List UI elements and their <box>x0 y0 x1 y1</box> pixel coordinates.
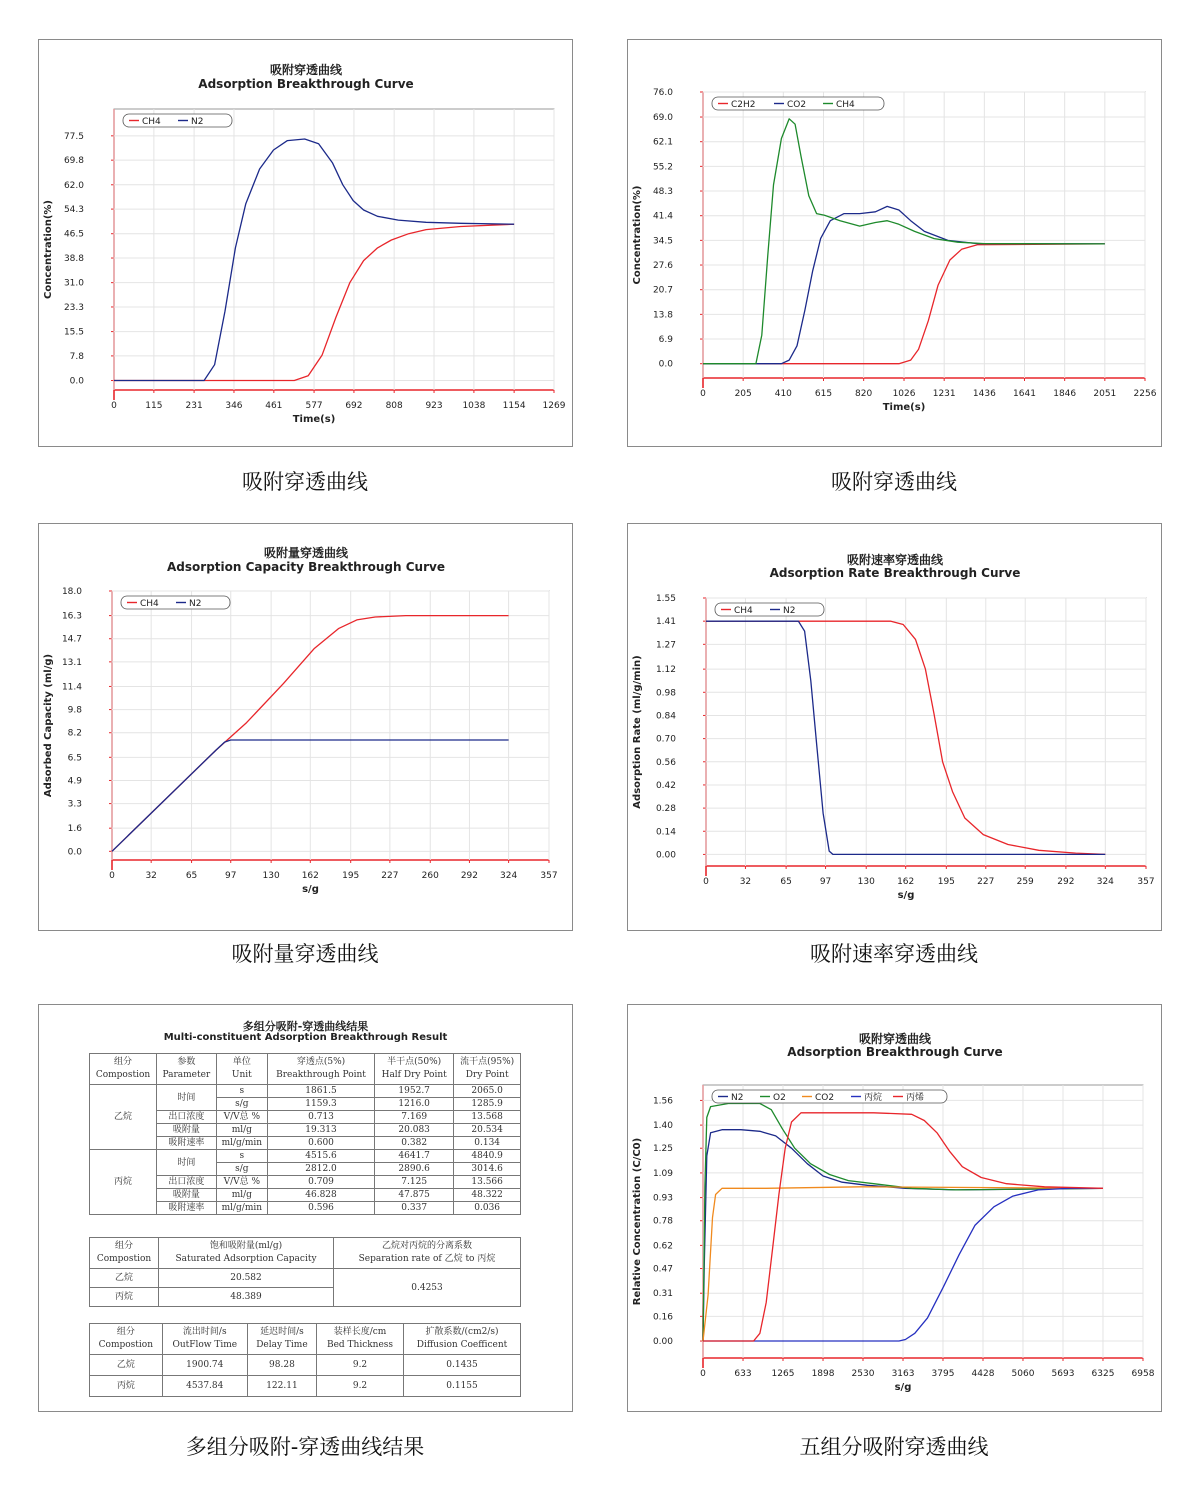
y-tick-label: 1.40 <box>652 1121 673 1132</box>
th-breakthrough: 穿透点(5%) Breakthrough Point <box>267 1054 374 1085</box>
x-tick-label: 115 <box>145 401 163 411</box>
legend-label: N2 <box>731 1093 744 1103</box>
x-tick-label: 0 <box>700 1369 706 1379</box>
legend-label: 丙烷 <box>864 1093 883 1103</box>
y-tick-label: 1.09 <box>652 1168 673 1179</box>
x-tick-label: 808 <box>385 401 403 411</box>
chart-title: 吸附穿透曲线 <box>858 1032 932 1046</box>
y-tick-label: 0.00 <box>652 1337 673 1348</box>
x-tick-label: 227 <box>977 877 995 887</box>
y-tick-label: 0.14 <box>655 827 676 838</box>
legend-label: 丙烯 <box>906 1093 925 1103</box>
y-tick-label: 16.3 <box>61 611 82 622</box>
th2-separation: 乙烷对丙烷的分离系数 Separation rate of 乙烷 to 丙烷 <box>334 1238 521 1269</box>
legend-label: CH4 <box>734 606 753 616</box>
y-tick-label: 54.3 <box>63 205 84 216</box>
table-row: 丙烷 时间 s 4515.6 4641.7 4840.9 <box>90 1150 521 1163</box>
table-row: 乙烷 20.582 0.4253 <box>90 1269 521 1288</box>
y-tick-label: 1.12 <box>655 665 676 676</box>
y-axis-label: Relative Concentration (C/C0) <box>632 1137 643 1306</box>
x-tick-label: 205 <box>734 389 752 399</box>
legend-box <box>715 603 824 616</box>
table-row: 出口浓度 V/V总 % 0.709 7.125 13.566 <box>90 1176 521 1189</box>
y-tick-label: 9.8 <box>67 705 82 716</box>
table-row: 出口浓度 V/V总 % 0.713 7.169 13.568 <box>90 1111 521 1124</box>
x-tick-label: 2256 <box>1133 389 1157 399</box>
x-tick-label: 357 <box>1137 877 1155 887</box>
x-tick-label: 1641 <box>1013 389 1036 399</box>
th-parameter: 参数 Parameter <box>157 1054 217 1085</box>
table-row: 丙烷 4537.84 122.11 9.2 0.1155 <box>90 1376 521 1397</box>
y-tick-label: 0.16 <box>652 1312 673 1323</box>
caption-6: 五组分吸附穿透曲线 <box>799 1435 989 1459</box>
y-tick-label: 69.0 <box>652 113 673 124</box>
y-tick-label: 8.2 <box>67 728 82 739</box>
chart-title: 吸附穿透曲线 <box>269 63 343 77</box>
chart-1-svg <box>39 40 574 448</box>
capacity-table <box>89 1237 521 1307</box>
y-axis-label: Concentration(%) <box>43 200 54 299</box>
th-half-dry: 半干点(50%) Half Dry Point <box>375 1054 454 1085</box>
y-tick-label: 3.3 <box>67 799 82 810</box>
y-tick-label: 0.28 <box>655 804 676 815</box>
chart-subtitle: Adsorption Rate Breakthrough Curve <box>769 566 1021 580</box>
caption-5: 多组分吸附-穿透曲线结果 <box>185 1435 425 1459</box>
chart-2-svg <box>628 40 1163 448</box>
chart-title: 吸附量穿透曲线 <box>263 546 349 560</box>
legend-label: C2H2 <box>731 100 756 110</box>
caption-1: 吸附穿透曲线 <box>242 470 368 494</box>
x-tick-label: 0 <box>111 401 117 411</box>
y-tick-label: 0.00 <box>655 850 676 861</box>
table-subtitle: Multi-constituent Adsorption Breakthrough Result <box>163 1032 448 1043</box>
th3-diffusion: 扩散系数/(cm2/s) Diffusion Coefficent <box>404 1324 521 1355</box>
x-tick-label: 1269 <box>542 401 566 411</box>
legend-label: N2 <box>189 599 202 609</box>
plot-area <box>703 1085 1143 1358</box>
x-tick-label: 32 <box>145 871 157 881</box>
x-tick-label: 65 <box>780 877 792 887</box>
x-tick-label: 1265 <box>771 1369 795 1379</box>
legend-label: N2 <box>191 117 204 127</box>
x-tick-label: 5060 <box>1011 1369 1035 1379</box>
x-axis-label: s/g <box>894 1382 912 1393</box>
diffusion-table <box>89 1323 521 1397</box>
x-tick-label: 324 <box>1096 877 1114 887</box>
y-tick-label: 13.8 <box>652 310 673 321</box>
y-tick-label: 0.62 <box>652 1241 673 1252</box>
legend-label: CO2 <box>787 100 807 110</box>
y-tick-label: 20.7 <box>652 285 673 296</box>
legend-label: O2 <box>773 1093 786 1103</box>
x-tick-label: 346 <box>225 401 243 411</box>
y-tick-label: 23.3 <box>63 302 84 313</box>
x-tick-label: 410 <box>774 389 792 399</box>
x-tick-label: 1154 <box>502 401 526 411</box>
table-row: 乙烷 时间 s 1861.5 1952.7 2065.0 <box>90 1085 521 1098</box>
x-tick-label: 0 <box>703 877 709 887</box>
chart-subtitle: Adsorption Breakthrough Curve <box>198 77 414 91</box>
th3-bed: 装样长度/cm Bed Thickness <box>317 1324 404 1355</box>
y-tick-label: 77.5 <box>63 131 84 142</box>
th-dry: 流干点(95%) Dry Point <box>454 1054 521 1085</box>
th3-compostion: 组分 Compostion <box>90 1324 163 1355</box>
chart-panel-5 <box>627 1004 1162 1412</box>
chart-3-svg <box>39 524 574 932</box>
x-tick-label: 231 <box>185 401 203 411</box>
y-tick-label: 6.9 <box>658 335 673 346</box>
chart-panel-4 <box>627 523 1162 931</box>
legend-label: CH4 <box>142 117 161 127</box>
x-tick-label: 130 <box>857 877 875 887</box>
y-tick-label: 0.0 <box>658 359 673 370</box>
y-tick-label: 4.9 <box>67 776 82 787</box>
plot-area <box>706 598 1146 866</box>
x-tick-label: 1846 <box>1053 389 1077 399</box>
chart-4-svg <box>628 524 1163 932</box>
x-tick-label: 3163 <box>891 1369 915 1379</box>
y-tick-label: 62.1 <box>652 137 673 148</box>
legend-label: CH4 <box>836 100 855 110</box>
x-tick-label: 3795 <box>931 1369 955 1379</box>
y-tick-label: 0.70 <box>655 734 676 745</box>
y-tick-label: 7.8 <box>69 351 84 362</box>
y-tick-label: 13.1 <box>61 657 82 668</box>
y-tick-label: 1.41 <box>655 617 676 628</box>
x-tick-label: 292 <box>460 871 479 881</box>
table-panel <box>38 1004 573 1412</box>
x-tick-label: 97 <box>225 871 237 881</box>
x-axis-label: s/g <box>302 884 319 895</box>
table-row: s/g 1159.3 1216.0 1285.9 <box>90 1098 521 1111</box>
x-tick-label: 2530 <box>851 1369 875 1379</box>
x-tick-label: 633 <box>734 1369 752 1379</box>
legend-label: CH4 <box>140 599 159 609</box>
th-unit: 单位 Unit <box>216 1054 267 1085</box>
x-axis-label: s/g <box>897 890 915 901</box>
y-tick-label: 34.5 <box>652 236 673 247</box>
y-tick-label: 27.6 <box>652 261 673 272</box>
caption-4: 吸附速率穿透曲线 <box>810 942 978 966</box>
y-tick-label: 18.0 <box>61 587 82 597</box>
th3-outflow: 流出时间/s OutFlow Time <box>162 1324 247 1355</box>
x-tick-label: 4428 <box>971 1369 995 1379</box>
x-tick-label: 1898 <box>811 1369 835 1379</box>
y-tick-label: 0.31 <box>652 1289 673 1300</box>
x-tick-label: 615 <box>814 389 833 399</box>
legend-box <box>121 596 230 609</box>
y-tick-label: 1.6 <box>67 824 82 835</box>
y-tick-label: 55.2 <box>652 162 673 173</box>
th2-saturated: 饱和吸附量(ml/g) Saturated Adsorption Capacity <box>159 1238 334 1269</box>
x-tick-label: 130 <box>262 871 280 881</box>
table-row: 吸附量 ml/g 46.828 47.875 48.322 <box>90 1189 521 1202</box>
y-tick-label: 14.7 <box>61 634 82 645</box>
y-tick-label: 41.4 <box>652 211 673 222</box>
y-axis-label: Adsorption Rate (ml/g/min) <box>632 655 643 809</box>
y-tick-label: 0.0 <box>67 847 82 858</box>
y-tick-label: 0.42 <box>655 780 676 791</box>
y-tick-label: 0.56 <box>655 757 676 768</box>
legend-label: N2 <box>783 606 796 616</box>
plot-area <box>114 109 554 390</box>
chart-subtitle: Adsorption Breakthrough Curve <box>787 1045 1003 1059</box>
y-tick-label: 31.0 <box>63 278 84 289</box>
x-tick-label: 923 <box>425 401 443 411</box>
x-tick-label: 1038 <box>462 401 486 411</box>
table-row: 乙烷 1900.74 98.28 9.2 0.1435 <box>90 1355 521 1376</box>
x-tick-label: 2051 <box>1093 389 1117 399</box>
table-row: 吸附量 ml/g 19.313 20.083 20.534 <box>90 1124 521 1137</box>
x-tick-label: 0 <box>700 389 706 399</box>
x-tick-label: 32 <box>739 877 752 887</box>
x-tick-label: 195 <box>937 877 955 887</box>
x-axis-label: Time(s) <box>882 402 926 413</box>
x-tick-label: 195 <box>342 871 360 881</box>
chart-title: 吸附速率穿透曲线 <box>846 553 944 567</box>
x-tick-label: 0 <box>109 871 115 881</box>
y-tick-label: 76.0 <box>652 88 673 98</box>
legend-box <box>123 114 232 127</box>
chart-5-svg <box>628 1005 1163 1413</box>
breakthrough-table <box>89 1053 521 1215</box>
x-tick-label: 162 <box>301 871 319 881</box>
y-tick-label: 46.5 <box>63 229 84 240</box>
y-tick-label: 1.55 <box>655 594 676 604</box>
x-tick-label: 692 <box>345 401 363 411</box>
x-tick-label: 357 <box>540 871 558 881</box>
x-tick-label: 97 <box>819 877 832 887</box>
x-tick-label: 820 <box>855 389 873 399</box>
th-compostion: 组分 Compostion <box>90 1054 157 1085</box>
y-tick-label: 1.56 <box>652 1096 673 1107</box>
x-tick-label: 259 <box>1016 877 1034 887</box>
x-tick-label: 162 <box>897 877 915 887</box>
y-tick-label: 0.84 <box>655 711 676 722</box>
y-tick-label: 0.93 <box>652 1193 673 1204</box>
plot-area <box>112 591 549 860</box>
x-tick-label: 292 <box>1057 877 1075 887</box>
th2-compostion: 组分 Compostion <box>90 1238 159 1269</box>
x-tick-label: 65 <box>185 871 198 881</box>
y-tick-label: 1.27 <box>655 640 676 651</box>
caption-3: 吸附量穿透曲线 <box>231 942 379 966</box>
th3-delay: 延迟时间/s Delay Time <box>247 1324 316 1355</box>
chart-panel-1 <box>38 39 573 447</box>
chart-panel-2 <box>627 39 1162 447</box>
table-row: 吸附速率 ml/g/min 0.596 0.337 0.036 <box>90 1202 521 1215</box>
y-tick-label: 38.8 <box>63 254 84 265</box>
legend-label: CO2 <box>815 1093 835 1103</box>
x-tick-label: 324 <box>500 871 518 881</box>
y-tick-label: 0.98 <box>655 688 676 699</box>
x-tick-label: 577 <box>305 401 323 411</box>
y-tick-label: 0.78 <box>652 1216 673 1227</box>
y-tick-label: 11.4 <box>61 682 82 693</box>
y-axis-label: Concentration(%) <box>632 185 643 285</box>
y-tick-label: 62.0 <box>63 180 84 191</box>
y-tick-label: 69.8 <box>63 156 84 167</box>
table-row: 吸附速率 ml/g/min 0.600 0.382 0.134 <box>90 1137 521 1150</box>
y-tick-label: 0.47 <box>652 1264 673 1275</box>
x-tick-label: 227 <box>381 871 399 881</box>
y-tick-label: 6.5 <box>67 753 82 764</box>
caption-2: 吸附穿透曲线 <box>831 470 957 494</box>
chart-subtitle: Adsorption Capacity Breakthrough Curve <box>167 560 445 574</box>
x-tick-label: 6325 <box>1091 1369 1115 1379</box>
table-row: 丙烷 48.389 <box>90 1288 521 1307</box>
table-row: s/g 2812.0 2890.6 3014.6 <box>90 1163 521 1176</box>
chart-panel-3 <box>38 523 573 931</box>
x-tick-label: 461 <box>265 401 283 411</box>
y-tick-label: 0.0 <box>69 376 84 387</box>
x-axis-label: Time(s) <box>292 414 336 425</box>
table-title: 多组分吸附-穿透曲线结果 <box>242 1020 369 1033</box>
x-tick-label: 6958 <box>1131 1369 1155 1379</box>
x-tick-label: 1026 <box>892 389 916 399</box>
y-axis-label: Adsorbed Capacity (ml/g) <box>43 653 54 798</box>
x-tick-label: 1231 <box>932 389 956 399</box>
x-tick-label: 1436 <box>972 389 996 399</box>
y-tick-label: 1.25 <box>652 1144 673 1155</box>
x-tick-label: 260 <box>421 871 439 881</box>
y-tick-label: 48.3 <box>652 187 673 198</box>
y-tick-label: 15.5 <box>63 327 84 338</box>
x-tick-label: 5693 <box>1051 1369 1075 1379</box>
